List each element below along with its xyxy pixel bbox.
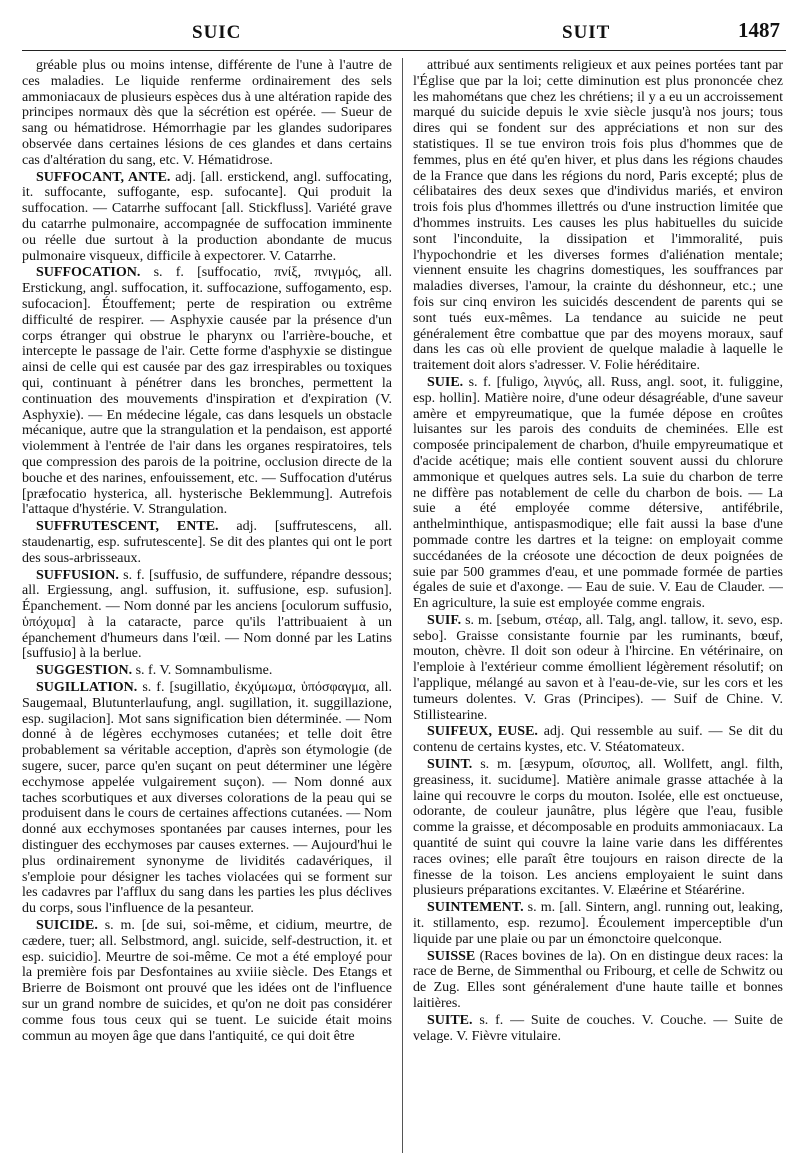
entry xyxy=(413,949,783,1012)
entry-headword: SUFFOCATION. xyxy=(36,265,141,281)
entry-headword: SUGGESTION. xyxy=(36,663,133,679)
entry-headword: SUFFOCANT, ANTE. xyxy=(36,169,171,185)
left-column xyxy=(22,58,392,1158)
entry xyxy=(22,58,392,169)
entry-headword: SUGILLATION. xyxy=(36,680,138,696)
entry xyxy=(413,613,783,724)
header-rule xyxy=(22,50,786,51)
entry xyxy=(22,568,392,663)
page-number: 1487 xyxy=(738,18,780,42)
entry xyxy=(22,663,392,679)
entry xyxy=(22,519,392,566)
entry xyxy=(413,1013,783,1045)
entry-headword: SUINTEMENT. xyxy=(427,900,524,916)
entry xyxy=(413,58,783,374)
entry-headword: SUFFUSION. xyxy=(36,567,119,583)
entry-body: adj. [suffrutescens, all. staudenartig, esp. sufrutescente]. Se dit des plantes qui ont le port des sous-arbrisseaux. xyxy=(22,519,392,566)
left-running-head: SUIC xyxy=(192,22,242,43)
entry-body: s. f. V. Somnambulisme. xyxy=(132,663,273,679)
entry-headword: SUIFEUX, EUSE. xyxy=(427,724,538,740)
entry-body: (Races bovines de la). On en distingue deux races: la race de Berne, de Simmenthal ou Fribourg, et celle de Schwitz ou de Zug. Elles sont généralement d'une haute taille et bonnes laitières. xyxy=(413,948,783,1012)
entry xyxy=(22,918,392,1044)
entry xyxy=(22,680,392,917)
right-column xyxy=(413,58,783,1158)
entry-body: s. m. [sebum, στέαρ, all. Talg, angl. tallow, it. sevo, esp. sebo]. Graisse consistante fournie par les ruminants, bœuf, mouton, chèvre. Il doit son odeur à l'hircine. En vétérinaire, on l'emploie à l'extérieur comme émollient légèrement résolutif; on l'applique, mélangé au savon et à l'eau-de-vie, sur les cors et les tumeurs dolentes. V. Gras (Principes). — Suif de Chine. V. Stillistearine. xyxy=(413,612,783,723)
entry-headword: SUICIDE. xyxy=(36,918,98,934)
entry-body: s. f. — Suite de couches. V. Couche. — Suite de velage. V. Fièvre vitulaire. xyxy=(413,1012,783,1044)
column-divider xyxy=(402,58,403,1153)
entry-headword: SUFFRUTESCENT, ENTE. xyxy=(36,519,219,535)
entry-body: adj. [all. erstickend, angl. suffocating, it. suffocante, suffogante, esp. sufocante]. Qui produit la suffocation. — Catarrhe suffocant [all. Stickfluss]. Variété grave du catarrhe pulmonaire, accompagnée de suffocation imminente ou réelle due surtout à la production abondante de mucus pulmonaire visqueux, difficile à expectorer. V. Catarrhe. xyxy=(22,169,392,264)
entry-headword: SUIE. xyxy=(427,374,464,390)
entry-headword: SUINT. xyxy=(427,757,473,773)
entry-body: s. f. [suffocatio, πνίξ, πνιγμός, all. Erstickung, angl. suffocation, it. suffocazione, suffogamento, esp. sufocacion]. Étouffement; perte de respiration ou extrême difficulté de respirer. — Asphyxie causée par la présence d'un corps étranger qui obstrue le pharynx ou l'arrière-bouche, et intercepte le passage de l'air. Cette forme d'asphyxie se distingue ainsi de celle qui est causée par des gaz irrespirables ou toxiques qui, continuant à pénétrer dans les bronches, permettent la continuation des mouvements d'inspiration et d'expiration (V. Asphyxie). — En médecine légale, cas dans lesquels un obstacle mécanique, autre que la strangulation et la pendaison, est apporté violemment à l'entrée de l'air dans les organes respiratoires, tels que compression des parois de la poitrine, occlusion directe de la bouche et des narines, enfouissement, etc. — Suffocation d'utérus [præfocatio hysterica, all. hysterische Beklemmung]. Autrefois l'attaque d'hystérie. V. Strangulation. xyxy=(22,265,392,518)
entry-body: s. m. [æsypum, οἴσυπος, all. Wollfett, angl. filth, greasiness, it. sucidume]. Matière animale grasse attachée à la laine qui recouvre le corps du mouton. Isolée, elle est onctueuse, odorante, de couleur jaunâtre, plus légère que l'eau, fusible comme la graisse, et décomposable en produits ammoniacaux. La quantité de suint qui couvre la laine varie dans les différentes races ovines; elle paraît être toujours en raison directe de la finesse de la toison. Les anciens employaient le suint dans plusieurs préparations excitantes. V. Elæérine et Stéarérine. xyxy=(413,757,783,899)
entry xyxy=(22,265,392,518)
entry xyxy=(413,375,783,612)
page-header xyxy=(22,14,786,48)
entry-body: adj. Qui ressemble au suif. — Se dit du contenu de certains kystes, etc. V. Stéatomateux. xyxy=(413,724,783,756)
entry xyxy=(22,170,392,265)
entry-body: s. f. [fuligo, λιγνύς, all. Russ, angl. soot, it. fuliggine, esp. hollin]. Matière noire, d'une odeur désagréable, d'une saveur amère et empyreumatique, que la fumée dépose en croûtes luisantes sur les parois des conduits de cheminées. Elle est composée principalement de charbon, d'huile empyreumatique et d'acide acétique; mais elle contient souvent aussi du chlorure ammonique et quelques autres sels. La suie du charbon de terre ne diffère pas notablement de celle du charbon de bois. — La suie a été employée comme détersive, antifébrile, anthelminthique, antispasmodique; elle fait aussi la base d'une pommade contre les dartres et la teigne: on employait comme succédanées de la créosote une décoction de deux poignées de suie par 500 grammes d'eau, et une pommade formée de parties égales de suie et d'axonge. — Eau de suie. V. Eau de Clauder. — En agriculture, la suie est employée comme engrais. xyxy=(413,374,783,612)
entry xyxy=(413,900,783,947)
entry-body: attribué aux sentiments religieux et aux peines portées tant par l'Église que par la loi; cette diminution est plus prononcée chez les mahométans que chez les chrétiens; il y a eu un accroissement marqué du suicide depuis le xvie siècle jusqu'à nos jours; tous dires qui se fondent sur des appréciations et non sur des statistiques. Il se tue environ trois fois plus d'hommes que de femmes, plus en été qu'en hiver, et plus dans les régions chaudes de la France que dans les régions du nord, Paris excepté; plus de célibataires des deux sexes que d'individus mariés, et environ trois fois plus d'hommes illettrés ou d'une instruction limitée que d'hommes instruits. Les causes les plus habituelles du suicide sont l'inconduite, la dissipation et l'immoralité, puis l'hypochondrie et les diverses formes d'aliénation mentale; viennent ensuite les chagrins domestiques, les souffrances par maladies diverses, l'amour, la crainte du déshonneur, etc.; une fois sur cinq environ les suicidés descendent de parents qui se sont tués eux-mêmes. La tendance au suicide ne peut généralement être combattue que par des moyens moraux, sauf dans les cas où elle provient de quelque maladie à laquelle le traitement doit alors s'adresser. V. Folie héréditaire. xyxy=(413,58,783,374)
right-running-head: SUIT xyxy=(562,22,611,43)
entry-body: s. f. [sugillatio, ἐκχύμωμα, ὑπόσφαγμα, all. Saugemaal, Blutunterlaufung, angl. sugillation, it. suggillazione, esp. sugilacion]. Mot sans signification bien déterminée. — Nom donné à de légères ecchymoses cutanées; et telle doit être probablement sa véritable acception, d'après son étymologie (de sugere, sucer, parce qu'en suçant on peut déterminer une légère ecchymose appelée vulgairement suçon). — Nom donné aux taches scorbutiques et aux diverses colorations de la peau qui se produisent dans le cours de certaines affections cutanées. — Nom donné aux ecchymoses spontanées par causes internes, pour les distinguer des ecchymoses par causes externes. — Aujourd'hui le plus ordinairement synonyme de lividités cadavériques, il s'emploie pour désigner les taches violacées qui se forment sur les cadavres par l'afflux du sang dans les parties les plus déclives du corps, sous l'influence de la pesanteur. xyxy=(22,680,392,917)
entry-headword: SUIF. xyxy=(427,612,462,628)
entry xyxy=(413,757,783,899)
entry-body: s. f. [suffusio, de suffundere, répandre dessous; all. Ergiessung, angl. suffusion, it. suffusione, esp. sufusion]. Épanchement. — Nom donné par les anciens [oculorum suffusio, ὑπόχυμα] à la cataracte, parce qu'ils l'attribuaient à un épanchement d'humeurs dans l'œil. — Nom donné par les Latins [suffusio] à la berlue. xyxy=(22,567,392,662)
entry xyxy=(413,724,783,756)
entry-body: s. m. [all. Sintern, angl. running out, leaking, it. stillamento, esp. rezumo]. Écoulement imperceptible d'un liquide par une plaie ou par un émonctoire quelconque. xyxy=(413,900,783,947)
entry-headword: SUITE. xyxy=(427,1012,473,1028)
entry-body: gréable plus ou moins intense, différente de l'une à l'autre de ces maladies. Le liquide renferme ordinairement des sels ammoniacaux de plusieurs espèces dus à une altération rapide des principes normaux dès que la sécrétion est opérée. — Sueur de sang ou hématidrose. Hémorrhagie par les glandes sudoripares observée dans certaines lésions de ces glandes et dans certains cas d'altération du sang, etc. V. Hématidrose. xyxy=(22,58,392,168)
entry-body: s. m. [de sui, soi-même, et cidium, meurtre, de cædere, tuer; all. Selbstmord, angl. suicide, self-destruction, it. et esp. suicidio]. Meurtre de soi-même. Ce mot a été employé pour la première fois par Desfontaines au xviiie siècle. Des Etangs et Brierre de Boismont ont prouvé que les idées ont de l'influence sur un grand nombre de suicides, et qu'on ne doit pas considérer comme fous tous ceux qui se tuent. Le suicide était moins commun au moyen âge que dans l'antiquité, ce qui doit être xyxy=(22,918,392,1044)
entry-headword: SUISSE xyxy=(427,948,476,964)
